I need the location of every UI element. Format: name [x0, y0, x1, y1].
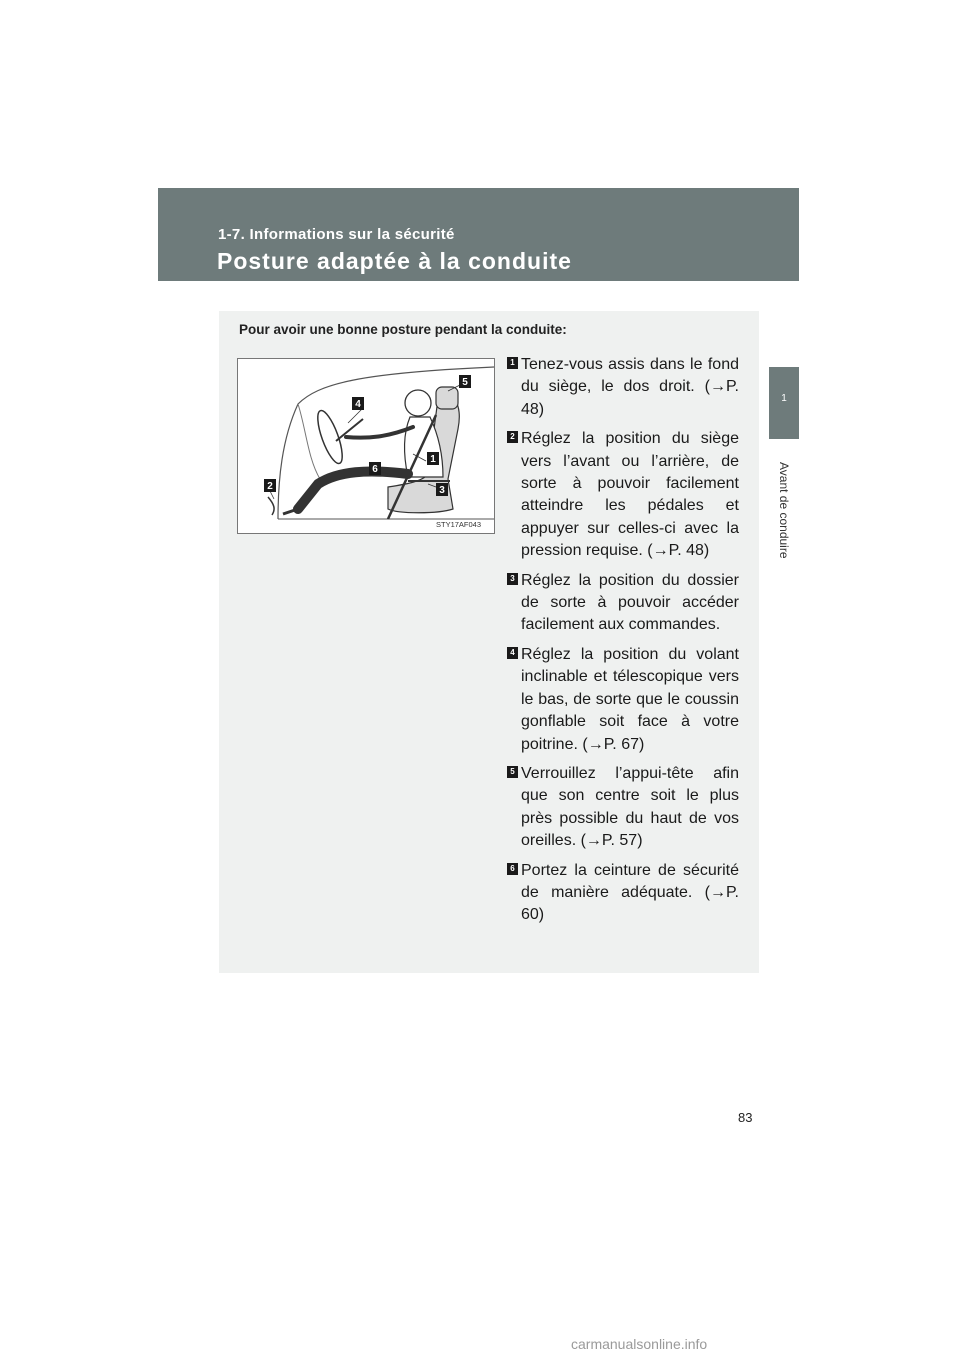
callout-6: 6 — [372, 464, 378, 475]
callout-1: 1 — [430, 454, 436, 465]
driving-posture-illustration — [237, 358, 495, 534]
steps-list — [507, 354, 739, 934]
step-text: Portez la ceinture de sécurité de manière adéquate. (→P. 60) — [521, 861, 739, 924]
step-item — [507, 570, 739, 637]
intro-text: Pour avoir une bonne posture pendant la conduite: — [239, 322, 567, 337]
chapter-tab — [769, 367, 799, 439]
step-text: Réglez la position du siège vers l’avant ou l’arrière, de sorte à pouvoir facilement atteindre les pédales et appuyer sur celles-ci avec la pression requise. (→P. 48) — [521, 430, 739, 560]
step-text: Verrouillez l’appui-tête afin que son centre soit le plus près possible du haut de vos oreilles. (→P. 57) — [521, 764, 739, 850]
step-number-badge: 4 — [507, 647, 518, 659]
step-number-badge: 2 — [507, 431, 518, 443]
callout-4: 4 — [355, 399, 361, 410]
step-item — [507, 763, 739, 853]
figure-code: STY17AF043 — [436, 520, 482, 529]
step-text: Tenez-vous assis dans le fond du siège, le dos droit. (→P. 48) — [521, 356, 739, 418]
watermark: carmanualsonline.info — [571, 1336, 708, 1352]
driver-head — [405, 390, 431, 416]
posture-drawing — [238, 359, 494, 533]
step-number-badge: 3 — [507, 573, 518, 585]
step-item — [507, 354, 739, 421]
chapter-number: 1 — [781, 393, 787, 404]
step-text: Réglez la position du volant inclinable et télescopique vers le bas, de sorte que le coussin gonflable soit face à votre poitrine. (→P. 67) — [521, 645, 739, 753]
page-number: 83 — [738, 1110, 753, 1125]
step-text: Réglez la position du dossier de sorte à pouvoir accéder facilement aux commandes. — [521, 571, 739, 634]
step-number-badge: 1 — [507, 357, 518, 369]
step-item — [507, 428, 739, 562]
header-band — [158, 188, 799, 281]
step-item — [507, 644, 739, 756]
headrest — [436, 387, 458, 409]
page-title: Posture adaptée à la conduite — [217, 248, 572, 274]
content-box — [219, 311, 759, 973]
step-number-badge: 6 — [507, 863, 518, 875]
callout-3: 3 — [439, 485, 445, 496]
chapter-label-container — [762, 445, 806, 575]
dashboard-line — [298, 404, 320, 479]
section-heading: 1-7. Informations sur la sécurité — [218, 226, 455, 243]
pedal — [268, 497, 274, 515]
callout-2: 2 — [267, 481, 273, 492]
step-number-badge: 5 — [507, 766, 518, 778]
driver-arm — [346, 427, 413, 438]
step-item — [507, 860, 739, 927]
callout-5: 5 — [462, 377, 468, 388]
chapter-label: Avant de conduire — [777, 461, 791, 559]
